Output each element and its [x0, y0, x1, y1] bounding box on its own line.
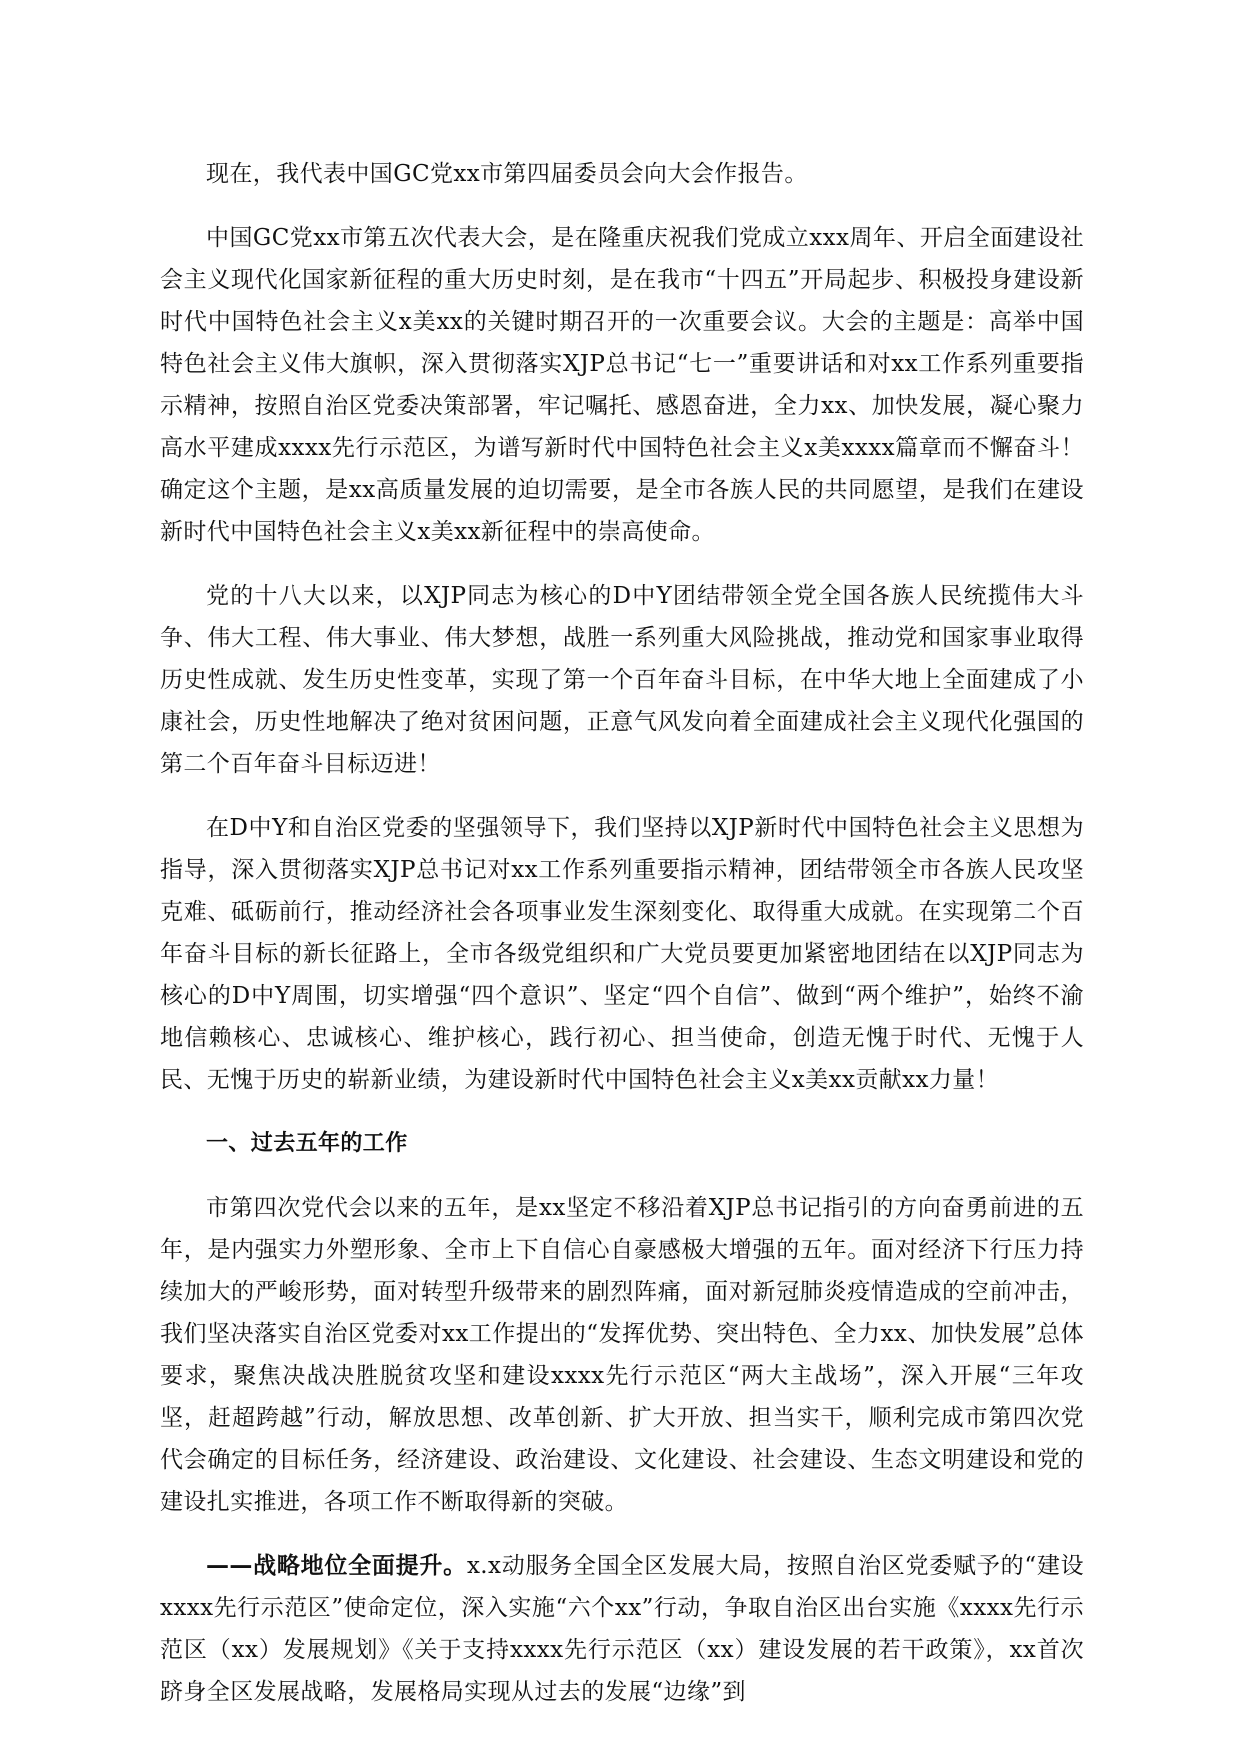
- paragraph-leadership: 在D中Y和自治区党委的坚强领导下，我们坚持以XJP新时代中国特色社会主义思想为指导，深入贯彻落实XJP总书记对xx工作系列重要指示精神，团结带领全市各族人民攻坚克难、砥砺前行，推动经济社会各项事业发生深刻变化、取得重大成就。在实现第二个百年奋斗目标的新长征路上，全市各级党组织和广大党员要更加紧密地团结在以XJP同志为核心的D中Y周围，切实增强“四个意识”、坚定“四个自信”、做到“两个维护”，始终不渝地信赖核心、忠诚核心、维护核心，践行初心、担当使命，创造无愧于时代、无愧于人民、无愧于历史的崭新业绩，为建设新时代中国特色社会主义x美xx贡献xx力量！: [160, 815, 1084, 1093]
- paragraph-body-strategic-position: x.x动服务全国全区发展大局，按照自治区党委赋予的“建设xxxx先行示范区”使命定位，深入实施“六个xx”行动，争取自治区出台实施《xxxx先行示范区（xx）发展规划》《关于支持xxxx先行示范区（xx）建设发展的若干政策》，xx首次跻身全区发展战略，发展格局实现从过去的发展“边缘”到: [160, 1553, 1084, 1705]
- paragraph-strategic-position: [160, 1545, 1084, 1713]
- paragraph-past-five-years: 市第四次党代会以来的五年，是xx坚定不移沿着XJP总书记指引的方向奋勇前进的五年，是内强实力外塑形象、全市上下自信心自豪感极大增强的五年。面对经济下行压力持续加大的严峻形势，面对转型升级带来的剧烈阵痛，面对新冠肺炎疫情造成的空前冲击，我们坚决落实自治区党委对xx工作提出的“发挥优势、突出特色、全力xx、加快发展”总体要求，聚焦决战决胜脱贫攻坚和建设xxxx先行示范区“两大主战场”，深入开展“三年攻坚，赶超跨越”行动，解放思想、改革创新、扩大开放、担当实干，顺利完成市第四次党代会确定的目标任务，经济建设、政治建设、文化建设、社会建设、生态文明建设和党的建设扎实推进，各项工作不断取得新的突破。: [160, 1195, 1084, 1515]
- paragraph-eighteenth-congress: 党的十八大以来，以XJP同志为核心的D中Y团结带领全党全国各族人民统揽伟大斗争、伟大工程、伟大事业、伟大梦想，战胜一系列重大风险挑战，推动党和国家事业取得历史性成就、发生历史性变革，实现了第一个百年奋斗目标，在中华大地上全面建成了小康社会，历史性地解决了绝对贫困问题，正意气风发向着全面建成社会主义现代化强国的第二个百年奋斗目标迈进！: [160, 583, 1084, 777]
- paragraph-lead-strategic-position: ——战略地位全面提升。: [206, 1553, 467, 1579]
- document-body: [160, 153, 1084, 1735]
- paragraph-opening: 现在，我代表中国GC党xx市第四届委员会向大会作报告。: [206, 161, 808, 187]
- section-heading-past-five-years: 一、过去五年的工作: [206, 1131, 408, 1156]
- paragraph-congress-theme: 中国GC党xx市第五次代表大会，是在隆重庆祝我们党成立xxx周年、开启全面建设社会主义现代化国家新征程的重大历史时刻，是在我市“十四五”开局起步、积极投身建设新时代中国特色社会主义x美xx的关键时期召开的一次重要会议。大会的主题是：高举中国特色社会主义伟大旗帜，深入贯彻落实XJP总书记“七一”重要讲话和对xx工作系列重要指示精神，按照自治区党委决策部署，牢记嘱托、感恩奋进，全力xx、加快发展，凝心聚力高水平建成xxxx先行示范区，为谱写新时代中国特色社会主义x美xxxx篇章而不懈奋斗！确定这个主题，是xx高质量发展的迫切需要，是全市各族人民的共同愿望，是我们在建设新时代中国特色社会主义x美xx新征程中的崇高使命。: [160, 225, 1084, 545]
